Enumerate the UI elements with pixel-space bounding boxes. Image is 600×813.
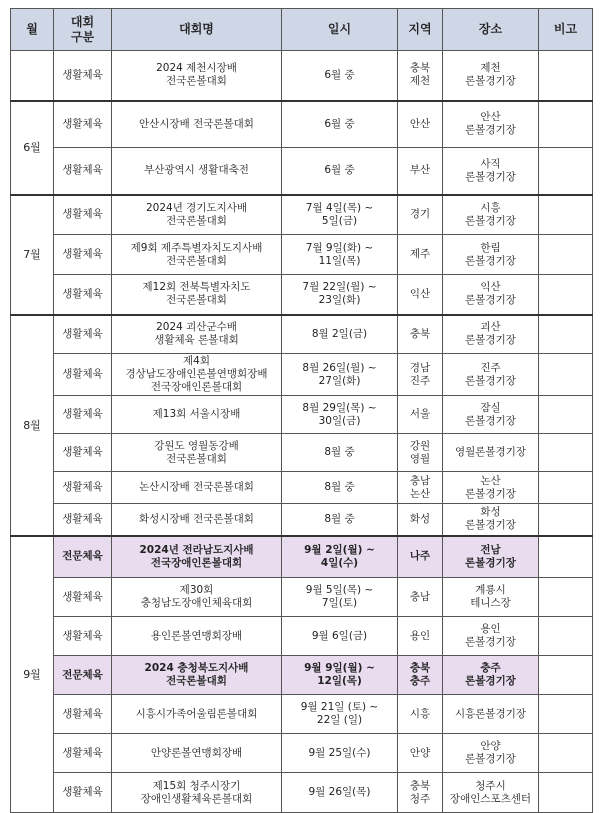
competition-name-cell-text: 2024 제천시장배 전국론볼대회 bbox=[156, 62, 237, 88]
venue-cell-text: 익산 론볼경기장 bbox=[465, 281, 516, 307]
region-cell bbox=[398, 275, 443, 315]
competition-name-cell-text: 제15회 청주시장기 장애인생활체육론볼대회 bbox=[140, 779, 253, 805]
venue-cell-text: 한림 론볼경기장 bbox=[465, 241, 516, 267]
date-cell-text: 8월 중 bbox=[324, 481, 355, 493]
date-cell bbox=[282, 472, 398, 504]
date-cell-text: 9월 25일(수) bbox=[308, 746, 371, 759]
venue-cell-text: 사직 론볼경기장 bbox=[465, 157, 516, 183]
venue-cell bbox=[443, 396, 539, 434]
venue-cell-text: 용인 론볼경기장 bbox=[465, 623, 516, 648]
region-cell-text: 익산 bbox=[409, 287, 431, 300]
category-cell-text: 생활체육 bbox=[62, 368, 103, 380]
competition-name-cell bbox=[112, 275, 282, 315]
region-cell-text: 안양 bbox=[409, 746, 431, 759]
region-cell-text: 충북 청주 bbox=[409, 779, 431, 805]
category-cell bbox=[54, 773, 112, 813]
date-cell-text: 7월 22일(월) ~ 23일(화) bbox=[302, 281, 377, 307]
date-cell-text: 6월 중 bbox=[324, 117, 355, 130]
table-row bbox=[11, 275, 593, 315]
date-cell bbox=[282, 354, 398, 396]
region-cell bbox=[398, 617, 443, 656]
region-cell bbox=[398, 354, 443, 396]
note-cell bbox=[539, 695, 593, 734]
header-date: 일시 bbox=[282, 9, 398, 51]
note-cell bbox=[539, 148, 593, 195]
region-cell bbox=[398, 235, 443, 275]
competition-name-cell-text: 2024년 전라남도지사배 전국장애인론볼대회 bbox=[139, 543, 254, 569]
category-cell-text: 생활체육 bbox=[62, 287, 103, 300]
note-cell bbox=[539, 504, 593, 536]
competition-name-cell bbox=[112, 51, 282, 101]
venue-cell-text: 영월론볼경기장 bbox=[454, 446, 526, 458]
category-cell-text: 생활체육 bbox=[62, 164, 103, 177]
note-cell bbox=[539, 656, 593, 695]
header-name: 대회명 bbox=[112, 9, 282, 51]
date-cell-text: 8월 26일(월) ~ 27일(화) bbox=[302, 361, 377, 387]
region-cell-text: 화성 bbox=[409, 512, 431, 525]
date-cell bbox=[282, 656, 398, 695]
table-row bbox=[11, 235, 593, 275]
date-cell bbox=[282, 578, 398, 617]
category-cell bbox=[54, 101, 112, 148]
date-cell bbox=[282, 504, 398, 536]
competition-name-cell bbox=[112, 656, 282, 695]
venue-cell-text: 제천 론볼경기장 bbox=[465, 62, 516, 88]
region-cell bbox=[398, 51, 443, 101]
venue-cell bbox=[443, 354, 539, 396]
venue-cell bbox=[443, 148, 539, 195]
category-cell-text: 생활체육 bbox=[62, 590, 103, 603]
competition-name-cell-text: 강원도 영월동강배 전국론볼대회 bbox=[154, 439, 239, 465]
competition-name-cell bbox=[112, 101, 282, 148]
competition-name-cell bbox=[112, 695, 282, 734]
note-cell bbox=[539, 536, 593, 578]
venue-cell-text: 진주 론볼경기장 bbox=[465, 361, 516, 387]
competition-name-cell-text: 용인론볼연맹회장배 bbox=[150, 629, 243, 642]
category-cell bbox=[54, 354, 112, 396]
venue-cell-text: 전남 론볼경기장 bbox=[465, 543, 516, 569]
region-cell bbox=[398, 434, 443, 472]
region-cell bbox=[398, 695, 443, 734]
note-cell bbox=[539, 578, 593, 617]
venue-cell bbox=[443, 195, 539, 235]
date-cell bbox=[282, 734, 398, 773]
table-row bbox=[11, 734, 593, 773]
note-cell bbox=[539, 195, 593, 235]
category-cell bbox=[54, 396, 112, 434]
venue-cell bbox=[443, 504, 539, 536]
table-row bbox=[11, 101, 593, 148]
venue-cell-text: 화성 론볼경기장 bbox=[465, 506, 516, 532]
note-cell bbox=[539, 472, 593, 504]
category-cell-text: 생활체육 bbox=[62, 117, 103, 130]
category-cell bbox=[54, 695, 112, 734]
schedule-body bbox=[11, 51, 593, 813]
competition-schedule-table bbox=[10, 8, 593, 813]
venue-cell bbox=[443, 536, 539, 578]
table-row bbox=[11, 396, 593, 434]
category-cell-text: 생활체육 bbox=[62, 481, 103, 493]
venue-cell bbox=[443, 656, 539, 695]
category-cell-text: 생활체육 bbox=[62, 446, 103, 458]
region-cell-text: 경기 bbox=[409, 208, 431, 221]
note-cell bbox=[539, 434, 593, 472]
category-cell bbox=[54, 656, 112, 695]
month-cell bbox=[11, 51, 54, 101]
region-cell bbox=[398, 504, 443, 536]
header-venue: 장소 bbox=[443, 9, 539, 51]
category-cell-text: 전문체육 bbox=[62, 668, 103, 681]
region-cell-text: 제주 bbox=[409, 248, 431, 260]
region-cell bbox=[398, 101, 443, 148]
table-row bbox=[11, 695, 593, 734]
category-cell bbox=[54, 148, 112, 195]
region-cell-text: 강원 영월 bbox=[409, 439, 431, 465]
competition-name-cell-text: 시흥시가족어울림론볼대회 bbox=[135, 707, 258, 720]
category-cell bbox=[54, 434, 112, 472]
competition-name-cell bbox=[112, 315, 282, 354]
venue-cell bbox=[443, 51, 539, 101]
category-cell bbox=[54, 51, 112, 101]
date-cell-text: 8월 2일(금) bbox=[311, 327, 368, 340]
competition-name-cell bbox=[112, 195, 282, 235]
competition-name-cell bbox=[112, 148, 282, 195]
region-cell-text: 경남 진주 bbox=[409, 361, 431, 387]
month-cell: 6월 bbox=[11, 101, 54, 195]
date-cell-text: 7월 9일(화) ~ 11일(목) bbox=[305, 241, 374, 267]
category-cell bbox=[54, 235, 112, 275]
date-cell-text: 6월 중 bbox=[324, 164, 355, 177]
category-cell bbox=[54, 195, 112, 235]
category-cell-text: 생활체육 bbox=[62, 327, 103, 340]
region-cell bbox=[398, 536, 443, 578]
region-cell bbox=[398, 195, 443, 235]
region-cell-text: 충북 제천 bbox=[409, 62, 431, 88]
header-category: 대회 구분 bbox=[54, 9, 112, 51]
header-note: 비고 bbox=[539, 9, 593, 51]
table-row bbox=[11, 434, 593, 472]
venue-cell bbox=[443, 275, 539, 315]
competition-name-cell-text: 2024 괴산군수배 생활체육 론볼대회 bbox=[154, 321, 239, 347]
competition-name-cell-text: 안양론볼연맹회장배 bbox=[150, 746, 243, 759]
competition-name-cell bbox=[112, 734, 282, 773]
region-cell bbox=[398, 148, 443, 195]
region-cell-text: 용인 bbox=[409, 629, 431, 642]
note-cell bbox=[539, 315, 593, 354]
venue-cell bbox=[443, 617, 539, 656]
table-row bbox=[11, 51, 593, 101]
header-month: 월 bbox=[11, 9, 54, 51]
table-row bbox=[11, 773, 593, 813]
header-row bbox=[11, 9, 593, 51]
region-cell-text: 서울 bbox=[409, 408, 431, 420]
region-cell bbox=[398, 734, 443, 773]
venue-cell bbox=[443, 101, 539, 148]
competition-name-cell-text: 제9회 제주특별자치도지사배 전국론볼대회 bbox=[130, 241, 263, 267]
region-cell-text: 충북 충주 bbox=[409, 662, 431, 687]
venue-cell-text: 괴산 론볼경기장 bbox=[465, 321, 516, 347]
table-row bbox=[11, 472, 593, 504]
region-cell-text: 나주 bbox=[409, 550, 431, 563]
competition-name-cell bbox=[112, 617, 282, 656]
date-cell-text: 8월 중 bbox=[324, 446, 355, 458]
competition-name-cell-text: 2024년 경기도지사배 전국론볼대회 bbox=[145, 201, 248, 227]
month-cell: 8월 bbox=[11, 315, 54, 536]
region-cell-text: 충북 bbox=[409, 327, 431, 340]
region-cell-text: 시흥 bbox=[409, 707, 431, 720]
table-row bbox=[11, 617, 593, 656]
category-cell bbox=[54, 315, 112, 354]
competition-name-cell-text: 제13회 서울시장배 bbox=[152, 408, 241, 420]
competition-name-cell bbox=[112, 235, 282, 275]
category-cell bbox=[54, 617, 112, 656]
date-cell bbox=[282, 235, 398, 275]
date-cell bbox=[282, 773, 398, 813]
venue-cell-text: 안양 론볼경기장 bbox=[465, 740, 516, 765]
competition-name-cell-text: 제30회 충청남도장애인체육대회 bbox=[140, 584, 253, 609]
competition-name-cell bbox=[112, 396, 282, 434]
venue-cell bbox=[443, 734, 539, 773]
note-cell bbox=[539, 354, 593, 396]
category-cell-text: 생활체육 bbox=[62, 629, 103, 642]
venue-cell bbox=[443, 315, 539, 354]
competition-name-cell-text: 제12회 전북특별자치도 전국론볼대회 bbox=[142, 281, 251, 307]
date-cell-text: 9월 21일 (토) ~ 22일 (일) bbox=[300, 701, 379, 726]
month-cell: 9월 bbox=[11, 536, 54, 813]
table-row bbox=[11, 536, 593, 578]
category-cell bbox=[54, 536, 112, 578]
region-cell bbox=[398, 656, 443, 695]
category-cell-text: 생활체육 bbox=[62, 786, 103, 798]
competition-name-cell bbox=[112, 536, 282, 578]
category-cell-text: 생활체육 bbox=[62, 512, 103, 525]
table-row bbox=[11, 315, 593, 354]
region-cell-text: 안산 bbox=[409, 117, 431, 130]
date-cell bbox=[282, 536, 398, 578]
venue-cell-text: 논산 론볼경기장 bbox=[465, 474, 516, 500]
competition-name-cell-text: 논산시장배 전국론볼대회 bbox=[139, 481, 254, 493]
note-cell bbox=[539, 235, 593, 275]
note-cell bbox=[539, 51, 593, 101]
date-cell-text: 8월 중 bbox=[324, 512, 355, 525]
date-cell-text: 9월 9일(월) ~ 12일(목) bbox=[304, 662, 375, 687]
category-cell-text: 생활체육 bbox=[62, 208, 103, 221]
venue-cell-text: 청주시 장애인스포츠센터 bbox=[449, 779, 532, 805]
table-row bbox=[11, 656, 593, 695]
month-cell: 7월 bbox=[11, 195, 54, 315]
category-cell-text: 생활체육 bbox=[62, 408, 103, 420]
date-cell bbox=[282, 51, 398, 101]
region-cell bbox=[398, 315, 443, 354]
venue-cell bbox=[443, 695, 539, 734]
date-cell bbox=[282, 275, 398, 315]
competition-name-cell bbox=[112, 472, 282, 504]
note-cell bbox=[539, 396, 593, 434]
competition-name-cell-text: 부산광역시 생활대축전 bbox=[144, 164, 249, 177]
date-cell-text: 6월 중 bbox=[324, 68, 355, 81]
competition-name-cell bbox=[112, 354, 282, 396]
category-cell-text: 생활체육 bbox=[62, 707, 103, 720]
venue-cell-text: 시흥 론볼경기장 bbox=[465, 201, 516, 227]
venue-cell-text: 충주 론볼경기장 bbox=[465, 662, 516, 687]
date-cell bbox=[282, 148, 398, 195]
date-cell bbox=[282, 315, 398, 354]
note-cell bbox=[539, 275, 593, 315]
category-cell bbox=[54, 578, 112, 617]
table-row bbox=[11, 195, 593, 235]
venue-cell bbox=[443, 434, 539, 472]
date-cell bbox=[282, 434, 398, 472]
region-cell-text: 충남 논산 bbox=[409, 474, 431, 500]
competition-name-cell-text: 제4회 경상남도장애인론볼연맹회장배 전국장애인론볼대회 bbox=[125, 355, 268, 393]
competition-name-cell bbox=[112, 504, 282, 536]
header-region: 지역 bbox=[398, 9, 443, 51]
competition-name-cell-text: 2024 충청북도지사배 전국론볼대회 bbox=[144, 662, 249, 687]
competition-name-cell bbox=[112, 773, 282, 813]
category-cell-text: 생활체육 bbox=[62, 248, 103, 260]
date-cell bbox=[282, 195, 398, 235]
venue-cell bbox=[443, 472, 539, 504]
table-row bbox=[11, 504, 593, 536]
table-row bbox=[11, 578, 593, 617]
category-cell-text: 전문체육 bbox=[62, 550, 103, 563]
venue-cell bbox=[443, 773, 539, 813]
venue-cell-text: 시흥론볼경기장 bbox=[454, 707, 526, 720]
region-cell bbox=[398, 578, 443, 617]
category-cell bbox=[54, 734, 112, 773]
venue-cell-text: 잠실 론볼경기장 bbox=[465, 401, 516, 427]
competition-name-cell-text: 안산시장배 전국론볼대회 bbox=[139, 117, 254, 130]
venue-cell-text: 계룡시 테니스장 bbox=[470, 584, 511, 609]
table-row bbox=[11, 148, 593, 195]
note-cell bbox=[539, 617, 593, 656]
date-cell-text: 9월 2일(월) ~ 4일(수) bbox=[304, 543, 375, 569]
date-cell bbox=[282, 396, 398, 434]
date-cell-text: 8월 29일(목) ~ 30일(금) bbox=[302, 401, 377, 427]
venue-cell bbox=[443, 235, 539, 275]
competition-name-cell-text: 화성시장배 전국론볼대회 bbox=[139, 512, 254, 525]
category-cell bbox=[54, 472, 112, 504]
region-cell bbox=[398, 396, 443, 434]
date-cell-text: 7월 4일(목) ~ 5일(금) bbox=[305, 201, 374, 227]
date-cell-text: 9월 5일(목) ~ 7일(토) bbox=[305, 584, 374, 609]
region-cell bbox=[398, 472, 443, 504]
region-cell-text: 충남 bbox=[409, 590, 431, 603]
venue-cell bbox=[443, 578, 539, 617]
region-cell-text: 부산 bbox=[409, 164, 431, 177]
category-cell bbox=[54, 504, 112, 536]
date-cell bbox=[282, 101, 398, 148]
note-cell bbox=[539, 773, 593, 813]
category-cell-text: 생활체육 bbox=[62, 68, 103, 81]
date-cell bbox=[282, 695, 398, 734]
note-cell bbox=[539, 101, 593, 148]
venue-cell-text: 안산 론볼경기장 bbox=[465, 111, 516, 137]
category-cell bbox=[54, 275, 112, 315]
table-row bbox=[11, 354, 593, 396]
date-cell-text: 9월 26일(목) bbox=[308, 786, 371, 798]
competition-name-cell bbox=[112, 578, 282, 617]
note-cell bbox=[539, 734, 593, 773]
category-cell-text: 생활체육 bbox=[62, 746, 103, 759]
date-cell bbox=[282, 617, 398, 656]
date-cell-text: 9월 6일(금) bbox=[311, 629, 368, 642]
competition-name-cell bbox=[112, 434, 282, 472]
region-cell bbox=[398, 773, 443, 813]
